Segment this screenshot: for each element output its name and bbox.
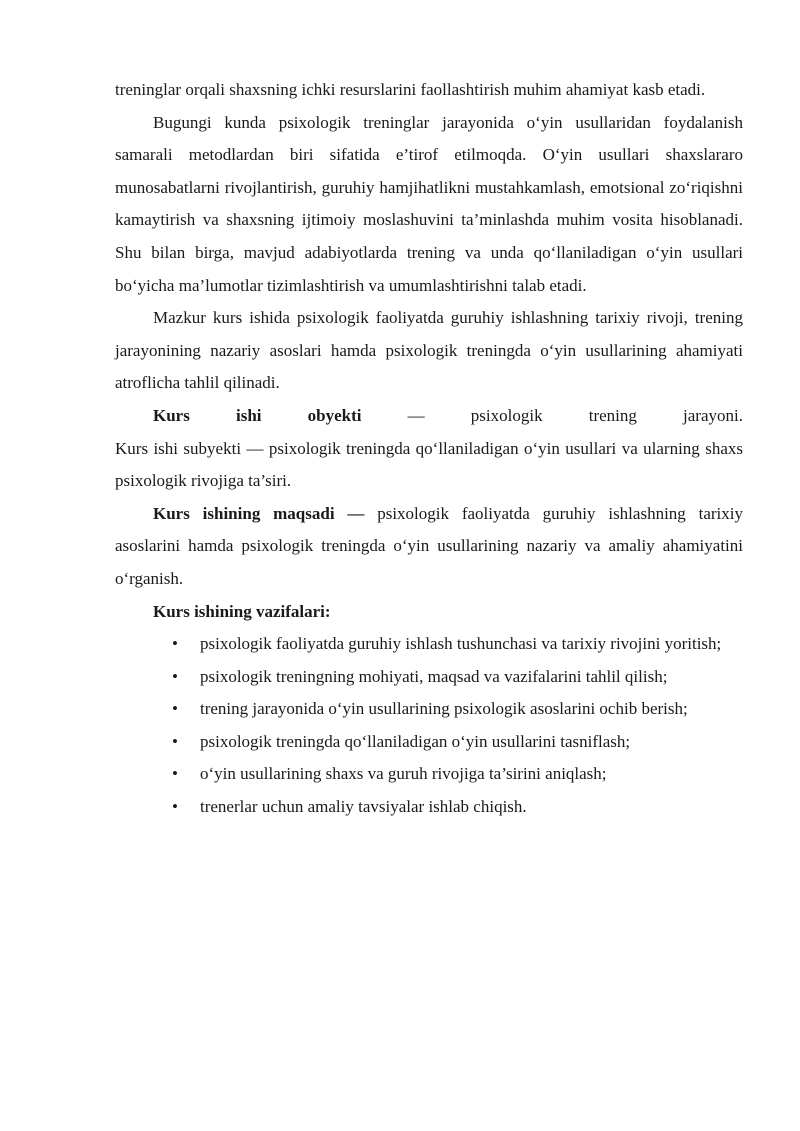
list-item-text: trening jarayonida o‘yin usullarining psixologik asoslarini ochib berish;	[200, 699, 688, 719]
list-item	[172, 758, 743, 791]
object-word: psixologik	[470, 405, 543, 425]
bullet-icon: •	[172, 797, 178, 817]
object-word: Kurs	[153, 405, 190, 425]
course-goal-label: Kurs ishining maqsadi —	[153, 503, 365, 523]
list-item-text: psixologik faoliyatda guruhiy ishlash tushunchasi va tarixiy rivojini yoritish;	[200, 634, 722, 654]
tasks-list	[115, 628, 743, 824]
list-item	[172, 628, 743, 661]
course-object-line	[115, 400, 743, 433]
object-word: ishi	[235, 405, 262, 425]
bullet-icon: •	[172, 666, 178, 686]
list-item-text: psixologik treningning mohiyati, maqsad va vazifalarini tahlil qilish;	[200, 666, 668, 686]
list-item-text: psixologik treningda qo‘llaniladigan o‘yin usullarini tasniflash;	[200, 731, 631, 751]
course-subject-paragraph: Kurs ishi subyekti — psixologik treningda qo‘llaniladigan o‘yin usullari va ularning shaxs psixologik rivojiga ta’siri.	[115, 438, 743, 491]
document-page	[115, 74, 743, 824]
list-item	[172, 791, 743, 824]
course-goal-text: psixologik faoliyatda guruhiy ishlashning tarixiy asoslarini hamda psixologik treningda o‘yin usullarining nazariy va amaliy ahamiyatini o‘rganish.	[115, 503, 743, 588]
list-item	[172, 693, 743, 726]
paragraph-intro-continuation: treninglar orqali shaxsning ichki resurslarini faollashtirish muhim ahamiyat kasb etadi.	[115, 80, 706, 99]
list-item-text: trenerlar uchun amaliy tavsiyalar ishlab chiqish.	[200, 797, 527, 817]
paragraph-game-methods: Bugungi kunda psixologik treninglar jarayonida o‘yin usullaridan foydalanish samarali metodlardan biri sifatida e’tirof etilmoqda. O‘yin usullari shaxslararo munosabatlarni rivojlantirish, guruhiy hamjihatlikni mustahkamlash, emotsional zo‘riqishni kamaytirish va shaxsning ijtimoiy moslashuvini ta’minlashda muhim vosita hisoblanadi. Shu bilan birga, mavjud adabiyotlarda trening va unda qo‘llaniladigan o‘yin usullari bo‘yicha ma’lumotlar tizimlashtirish va umumlashtirishni talab etadi.	[115, 112, 743, 295]
object-dash: —	[407, 405, 425, 425]
object-word: trening	[588, 405, 637, 425]
object-word: jarayoni.	[683, 405, 743, 425]
course-goal-paragraph	[115, 498, 743, 596]
bullet-icon: •	[172, 634, 178, 654]
paragraph-course-scope: Mazkur kurs ishida psixologik faoliyatda guruhiy ishlashning tarixiy rivoji, trening jarayonining nazariy asoslari hamda psixologik treningda o‘yin usullarining ahamiyati atroflicha tahlil qilinadi.	[115, 308, 743, 393]
list-item	[172, 726, 743, 759]
list-item	[172, 661, 743, 694]
bullet-icon: •	[172, 699, 178, 719]
object-word: obyekti	[307, 405, 362, 425]
bullet-icon: •	[172, 731, 178, 751]
list-item-text: o‘yin usullarining shaxs va guruh rivojiga ta’sirini aniqlash;	[200, 764, 607, 784]
tasks-heading: Kurs ishining vazifalari:	[153, 601, 331, 621]
bullet-icon: •	[172, 764, 178, 784]
